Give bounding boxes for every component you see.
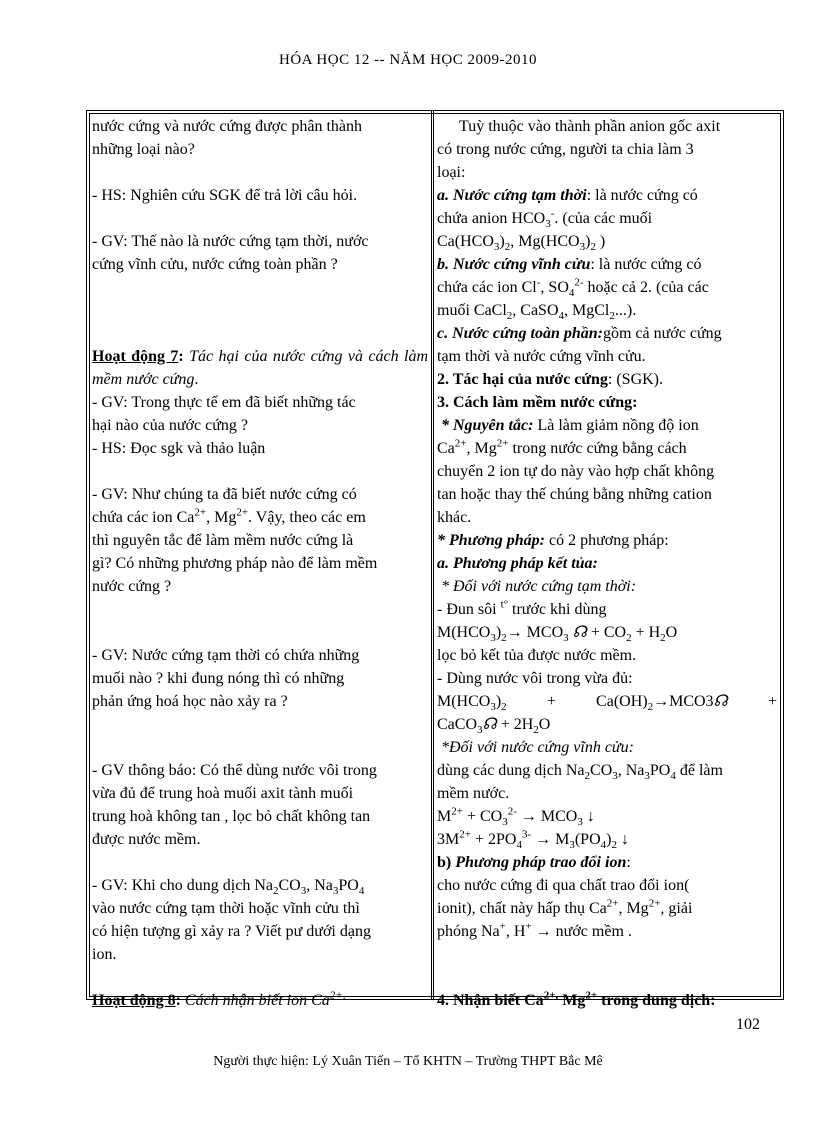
precipitate-mark: ☊ <box>713 693 728 710</box>
permanent-line2: mềm nước. <box>437 785 510 802</box>
activity-8-heading: Hoạt động 8: Cách nhận biết ion $Ca^{2+,}$ <box>92 989 346 1009</box>
hs-research: - HS: Nghiên cứu SGK để trả lời câu hỏi. <box>92 187 358 204</box>
temporary-hard-water-salts: $Ca(HCO_3)_2$, $Mg(HCO_3)_2$ ) <box>437 233 606 254</box>
precipitate-mark: ☊ <box>482 716 497 733</box>
precipitate-mark: ☊ <box>572 624 587 641</box>
content-column <box>437 115 777 1009</box>
gv-lime-line2: vừa đủ để trung hoà muối axit tành muối <box>92 785 354 802</box>
intro-line1: Tuỳ thuộc vào thành phần anion gốc axit <box>459 118 721 135</box>
intro-line2: có trong nước cứng, người ta chia làm 3 <box>437 141 694 158</box>
harm-heading: 2. Tác hại của nước cứng: (SGK). <box>437 371 663 388</box>
detection-heading: 4. Nhận biết $Ca^{2+,}$ $Mg^{2+}$ trong dung dịch: <box>437 989 716 1009</box>
gv-lime-line1: - GV thông báo: Có thể dùng nước vôi trong <box>92 762 377 779</box>
gv-harm-line2: hại nào của nước cứng ? <box>92 417 248 434</box>
total-hard-water-line2: tạm thời và nước cứng vĩnh cửu. <box>437 348 646 365</box>
temporary-hard-water-anion: chứa anion $HCO_3^-$. (của các muối <box>437 207 653 231</box>
permanent-line1: dùng các dung dịch $Na_2CO_3$, $Na_3PO_4$ để làm <box>437 762 723 783</box>
equation-2: $M(HCO_3)_2$ + $Ca(OH)_2\to MCO3☊$ + <box>437 693 777 714</box>
question-types-line1: nước cứng và nước cứng được phân thành <box>92 118 362 135</box>
activity-7-title: Tác hại của nước cứng và cách làm mềm nước cứng <box>92 348 429 388</box>
gv-harm-line1: - GV: Trong thực tế em đã biết những tác <box>92 394 356 411</box>
method-line: * Phương pháp: có 2 phương pháp: <box>437 532 669 549</box>
gv-lime-line4: được nước mềm. <box>92 831 201 848</box>
question-types-line2: những loại nào? <box>92 141 195 158</box>
lime-line: - Dùng nước vôi trong vừa đủ: <box>437 670 633 687</box>
gv-question-line1: - GV: Thế nào là nước cứng tạm thời, nước <box>92 233 369 250</box>
temporary-hard-water: a. Nước cứng tạm thời: là nước cứng có <box>437 187 698 204</box>
precipitation-heading: a. Phương pháp kết tủa: <box>437 555 598 572</box>
activity-7-label: Hoạt động 7 <box>92 348 179 365</box>
column-divider <box>431 111 434 999</box>
gv-na-line2: vào nước cứng tạm thời hoặc vĩnh cửu thì <box>92 900 360 917</box>
teacher-student-column <box>92 115 429 1009</box>
hs-read: - HS: Đọc sgk và thảo luận <box>92 440 266 457</box>
activity-7-heading: Hoạt động 7: Tác hại của nước cứng và cách làm mềm nước cứng. <box>92 348 429 388</box>
ion-exchange-line2: ionit), chất này hấp thụ $Ca^{2+}$, $Mg^{2+}$, giải <box>437 897 693 917</box>
permanent-subheading: *Đối với nước cứng vĩnh cửu: <box>441 739 634 756</box>
ion-exchange-line1: cho nước cứng đi qua chất trao đổi ion( <box>437 877 690 894</box>
principle-line4: tan hoặc thay thế chúng bằng những cation <box>437 486 712 503</box>
equation-1: $M(HCO_3)_2\to MCO_3$ ☊ + $CO_2 + H_2O$ <box>437 624 678 645</box>
page-footer: Người thực hiện: Lý Xuân Tiến – Tổ KHTN – Trường THPT Bắc Mê <box>213 1054 603 1069</box>
gv-principle-line5: nước cứng ? <box>92 578 172 595</box>
page-header: HÓA HỌC 12 -- NĂM HỌC 2009-2010 <box>279 52 537 68</box>
ion-exchange-line3: phóng Na+, H+ → nước mềm . <box>437 920 632 940</box>
principle-line2: $Ca^{2+}$, $Mg^{2+}$ trong nước cứng bằng cách <box>437 437 687 457</box>
equation-2-cont: CaCO$_3$☊ + $2H_2O$ <box>437 716 551 737</box>
gv-lime-line3: trung hoà không tan , lọc bỏ chất không tan <box>92 808 371 825</box>
total-hard-water: c. Nước cứng toàn phần:gồm cả nước cứng <box>437 325 722 342</box>
ion-exchange-heading: b) Phương pháp trao đổi ion: <box>437 854 631 871</box>
gv-principle-line3: thì nguyên tắc để làm mềm nước cứng là <box>92 532 354 549</box>
permanent-hard-water: b. Nước cứng vĩnh cửu: là nước cứng có <box>437 256 702 273</box>
intro-line3: loại: <box>437 164 466 181</box>
activity-8-title: Cách nhận biết ion Ca <box>184 992 330 1009</box>
principle-line3: chuyển 2 ion tự do này vào hợp chất không <box>437 463 715 480</box>
filter-line: lọc bỏ kết tủa được nước mềm. <box>437 647 637 664</box>
temporary-subheading: * Đối với nước cứng tạm thời: <box>441 578 637 595</box>
lesson-table <box>86 110 784 1009</box>
gv-principle-line4: gì? Có những phương pháp nào để làm mềm <box>92 555 378 572</box>
gv-na-line1: - GV: Khi cho dung dịch $Na_2CO_3$, $Na_3PO_4$ <box>92 877 365 898</box>
gv-principle-line2: chứa các ion $Ca^{2+}$, $Mg^{2+}$. Vậy, theo các em <box>92 506 366 526</box>
equation-4: $3M^{2+} + 2PO_4^{3-} \to M_3(PO_4)_2$ ↓ <box>437 828 629 852</box>
equation-3: $M^{2+} + CO_3^{2-} \to MCO_3$ ↓ <box>437 805 595 829</box>
gv-principle-line1: - GV: Như chúng ta đã biết nước cứng có <box>92 486 357 503</box>
permanent-hard-water-ions: chứa các ion Cl-, $SO_4^{2-}$ hoặc cả 2. (của các <box>437 276 709 300</box>
page-number: 102 <box>736 1016 760 1033</box>
principle-line5: khác. <box>437 509 472 526</box>
gv-na-line4: ion. <box>92 946 117 963</box>
gv-temp-line1: - GV: Nước cứng tạm thời có chứa những <box>92 647 360 664</box>
activity-8-label: Hoạt động 8 <box>92 992 176 1009</box>
gv-temp-line3: phản ứng hoá học nào xảy ra ? <box>92 693 288 710</box>
principle-line1: * Nguyên tắc: Là làm giảm nồng độ ion <box>441 417 699 434</box>
gv-question-line2: cứng vĩnh cửu, nước cứng toàn phần ? <box>92 256 338 273</box>
gv-temp-line2: muối nào ? khi đung nóng thì có những <box>92 670 345 687</box>
boil-line: - Đun sôi $^{t^\circ}$ trước khi dùng <box>437 598 607 618</box>
permanent-hard-water-salts: muối CaCl$_2$, CaSO$_4$, MgCl$_2$...). <box>437 302 637 323</box>
softening-heading: 3. Cách làm mềm nước cứng: <box>437 394 638 411</box>
gv-na-line3: có hiện tượng gì xảy ra ? Viết pư dưới dạng <box>92 923 371 940</box>
